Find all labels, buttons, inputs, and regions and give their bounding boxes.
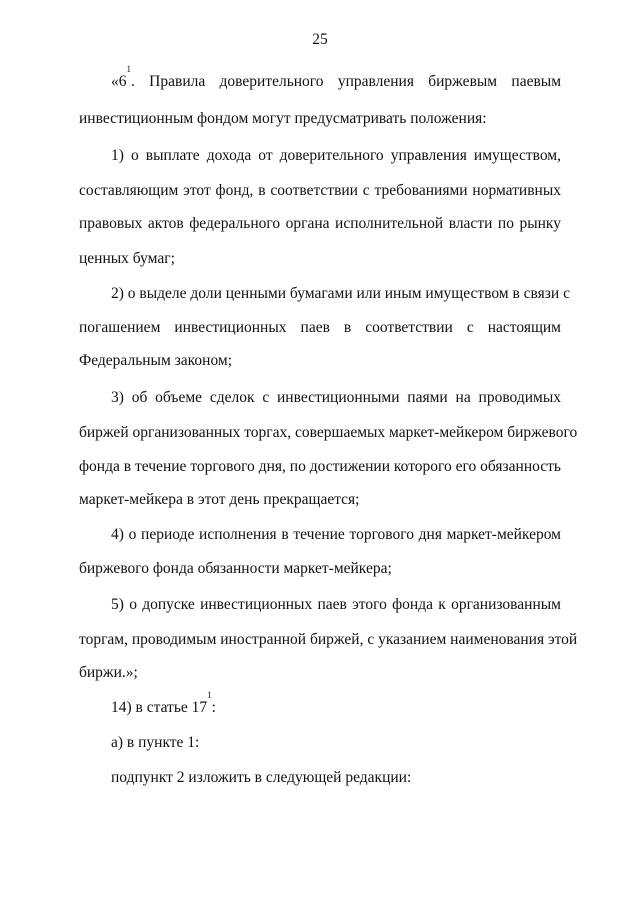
text-run: :: [211, 699, 216, 716]
superscript: 1: [126, 64, 131, 74]
text-line: фонда в течение торгового дня, по достижении которого его обязанность: [79, 458, 561, 475]
text-line: 3) об объеме сделок с инвестиционными паями на проводимых: [111, 389, 561, 406]
text-line: торгам, проводимым иностранной биржей, с указанием наименования этой: [79, 631, 578, 648]
text-line: подпункт 2 изложить в следующей редакции:: [111, 769, 412, 786]
text-line: биржей организованных торгах, совершаемых маркет-мейкером биржевого: [79, 424, 578, 441]
text-line: биржи.»;: [79, 664, 138, 681]
text-line: биржевого фонда обязанности маркет-мейкера;: [79, 560, 392, 577]
text-line: 2) о выделе доли ценными бумагами или иным имуществом в связи с: [111, 285, 570, 302]
text-line: 5) о допуске инвестиционных паев этого фонда к организованным: [111, 596, 561, 613]
superscript: 1: [207, 690, 212, 700]
text-run: . Правила доверительного управления биржевым паевым: [131, 73, 561, 90]
text-line: а) в пункте 1:: [111, 734, 200, 751]
text-line: [111, 690, 561, 718]
text-line: погашением инвестиционных паев в соответствии с настоящим: [79, 319, 561, 336]
page-number: 25: [312, 31, 328, 48]
text-line: инвестиционным фондом могут предусматривать положения:: [79, 110, 487, 127]
text-line: [111, 64, 561, 92]
text-run: 14) в статье 17: [111, 699, 208, 716]
text-line: 4) о периоде исполнения в течение торгового дня маркет-мейкером: [111, 526, 561, 543]
text-line: правовых актов федерального органа исполнительной власти по рынку: [79, 215, 561, 232]
text-line: составляющим этот фонд, в соответствии с требованиями нормативных: [79, 182, 561, 199]
text-line: Федеральным законом;: [79, 352, 233, 369]
text-line: 1) о выплате дохода от доверительного управления имуществом,: [111, 147, 561, 164]
text-line: ценных бумаг;: [79, 250, 175, 267]
text-run: «6: [111, 73, 127, 90]
text-line: маркет-мейкера в этот день прекращается;: [79, 491, 360, 508]
